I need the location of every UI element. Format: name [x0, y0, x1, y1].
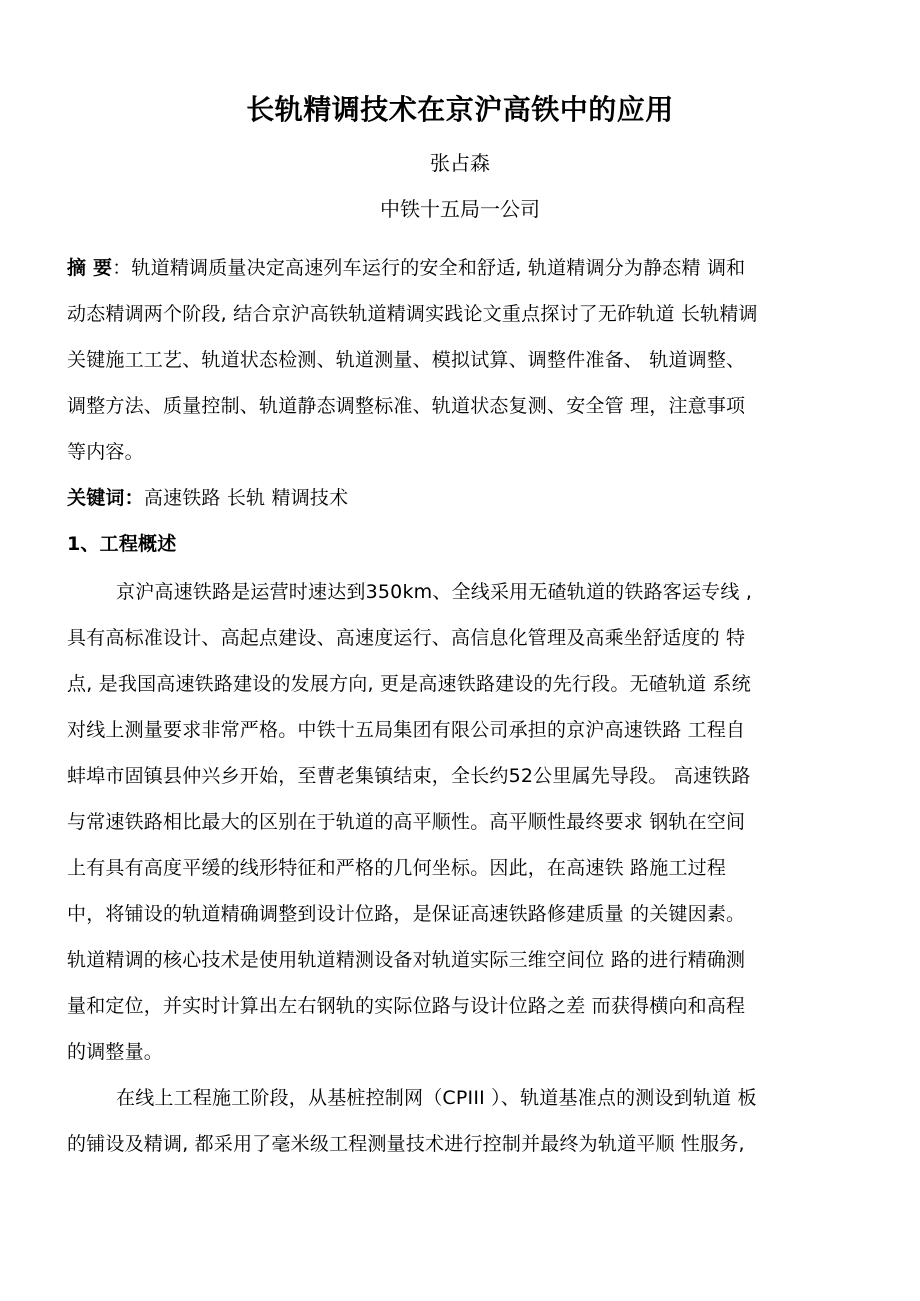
paragraph-line: 京沪高速铁路是运营时速达到350km、全线采用无碴轨道的铁路客运专线 , [116, 581, 753, 603]
paragraph-line: 的调整量。 [67, 1041, 164, 1063]
author-name: 张占森 [430, 151, 490, 175]
paragraph-line: 上有具有高度平缓的线形特征和严格的几何坐标。因此，在高速铁 路施工过程 [67, 857, 727, 879]
author-affiliation: 中铁十五局一公司 [380, 197, 540, 221]
paragraph-line: 蚌埠市固镇县仲兴乡开始，至曹老集镇结束，全长约52公里属先导段。 高速铁路 [67, 765, 751, 787]
paragraph-line: 点, 是我国高速铁路建设的发展方向, 更是高速铁路建设的先行段。无碴轨道 系统 [67, 673, 751, 695]
paragraph-line: 在线上工程施工阶段，从基桩控制网（CPIII ）、轨道基准点的测设到轨道 板 [116, 1087, 757, 1109]
paragraph-line: 量和定位，并实时计算出左右钢轨的实际位路与设计位路之差 而获得横向和高程 [67, 995, 746, 1017]
abstract-line [67, 254, 857, 282]
section-heading: 1、工程概述 [67, 533, 177, 555]
paragraph-line: 中，将铺设的轨道精确调整到设计位路，是保证高速铁路修建质量 的关键因素。 [67, 903, 746, 925]
abstract-line: 等内容。 [67, 441, 144, 463]
keywords-line [67, 484, 857, 512]
document-title: 长轨精调技术在京沪高铁中的应用 [246, 93, 674, 126]
paragraph-line: 具有高标准设计、高起点建设、高速度运行、高信息化管理及高乘坐舒适度的 特 [67, 627, 746, 649]
abstract-label: 摘 要 [67, 257, 113, 279]
paragraph-line: 对线上测量要求非常严格。中铁十五局集团有限公司承担的京沪高速铁路 工程自 [67, 719, 746, 741]
keywords-label: 关键词： [67, 487, 144, 509]
keywords-value: 高速铁路 长轨 精调技术 [143, 487, 349, 509]
paragraph-line: 的铺设及精调, 都采用了毫米级工程测量技术进行控制并最终为轨道平顺 性服务, [67, 1133, 745, 1155]
paragraph-line: 轨道精调的核心技术是使用轨道精测设备对轨道实际三维空间位 路的进行精确测 [67, 949, 746, 971]
paragraph-line: 与常速铁路相比最大的区别在于轨道的高平顺性。高平顺性最终要求 钢轨在空间 [67, 811, 746, 833]
abstract-line: 动态精调两个阶段, 结合京沪高铁轨道精调实践论文重点探讨了无砟轨道 长轨精调 [67, 303, 758, 325]
abstract-text: ：轨道精调质量决定高速列车运行的安全和舒适, 轨道精调分为静态精 调和 [112, 257, 746, 279]
abstract-line: 调整方法、质量控制、轨道静态调整标准、轨道状态复测、安全管 理，注意事项 [67, 395, 746, 417]
abstract-line: 关键施工工艺、轨道状态检测、轨道测量、模拟试算、调整件准备、 轨道调整、 [67, 349, 746, 371]
